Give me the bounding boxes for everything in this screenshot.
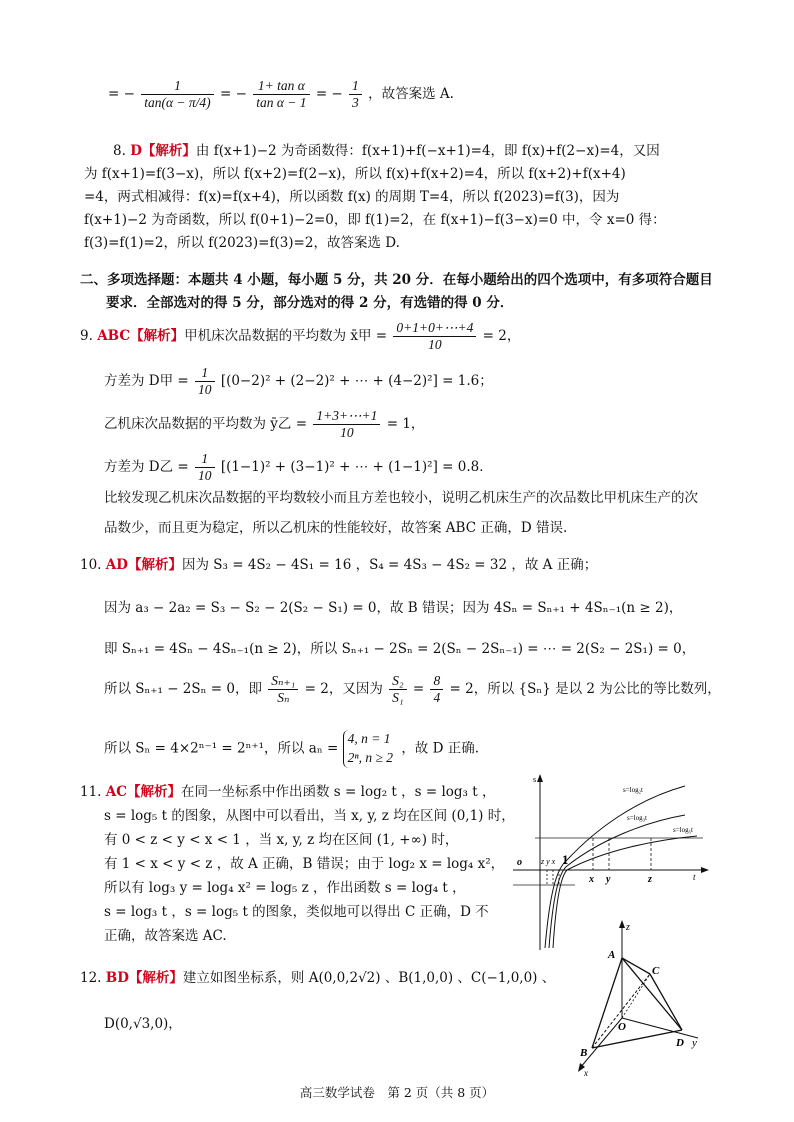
point-C-label: C <box>652 965 660 977</box>
point-A-label: A <box>608 949 616 961</box>
z-label: z <box>626 922 630 933</box>
q12-line-1: 12. BD【解析】建立如图坐标系，则 A(0,0,2√2) 、B(1,0,0) 、C(−1,0,0) 、 <box>80 970 556 986</box>
q7-tail: = − $\frac{1}{\tan(\alpha - \pi/4)}$ = − $\frac{\text{1+ tan α}}{\text{tan α − 1}}$ = − $\frac{1}{3}$ ，故答案选 A. <box>108 78 454 111</box>
edge-CD <box>650 974 682 1030</box>
point-D-label: D <box>676 1037 684 1049</box>
q9-answer: ABC <box>97 328 131 345</box>
curve-log3-label: s=log₃t <box>627 814 648 822</box>
x-label: x <box>589 874 594 885</box>
q7-fraction-2: $\frac{\text{1+ tan α}}{\text{tan α − 1}}$ <box>253 78 309 111</box>
edge-BC <box>592 974 650 1048</box>
q11-line-3: 有 0 < z < y < x < 1 ，当 x, y, z 均在区间 (1, +∞) 时， <box>104 832 459 848</box>
y-label: y <box>692 1037 697 1049</box>
q11-line-1: 11. AC【解析】在同一坐标系中作出函数 s = log₂ t ，s = log₃ t ， <box>80 784 496 800</box>
q11-line-7: 正确，故答案选 AC. <box>104 928 227 944</box>
q10-line-4: 所以 Sₙ₊₁ − 2Sₙ = 0，即 $\frac{\text{Sₙ₊₁}}{\text{Sₙ}}$ = 2，又因为 $\frac{\text{S₂}}{\text{S₁}}$ = $\frac{8}{4}$ = 2，所以 {Sₙ} 是以 2 为公比的等比数列， <box>104 673 721 706</box>
q9-line-5: 比较发现乙机床次品数据的平均数较小而且方差也较小，说明乙机床生产的次品数比甲机床生产的次 <box>104 490 698 506</box>
y-label: y <box>606 874 611 885</box>
q11-line-5: 所以有 log₃ y = log₄ x² = log₅ z ，作出函数 s = log₄ t ， <box>104 880 466 896</box>
tetrahedron-diagram <box>570 918 710 1080</box>
q9-line-1: 9. ABC【解析】甲机床次品数据的平均数为 x̄甲 = $\frac{0+1+0+\cdots+4}{10}$ = 2， <box>80 320 521 353</box>
q7-fraction-3: $\frac{1}{3}$ <box>349 78 362 111</box>
q9-line-4: 方差为 D乙 = $\frac{1}{10}$ [(1−1)² + (3−1)² + ⋯ + (1−1)²] = 0.8． <box>104 451 493 484</box>
point-O-label: O <box>618 1021 626 1033</box>
q10-line-3: 即 Sₙ₊₁ = 4Sₙ − 4Sₙ₋₁(n ≥ 2)，所以 Sₙ₊₁ − 2Sₙ = 2(Sₙ − 2Sₙ₋₁) = ⋯ = 2(S₂ − 2S₁) = 0， <box>104 641 696 657</box>
t-axis-arrow <box>701 867 709 873</box>
q11-line-2: s = log₅ t 的图象，从图中可以看出，当 x, y, z 均在区间 (0,1) 时， <box>104 808 515 824</box>
q8-line-5: f(3)=f(1)=2，所以 f(2023)=f(3)=2，故答案选 D. <box>84 235 400 251</box>
q10-line-1: 10. AD【解析】因为 S₃ = 4S₂ − 4S₁ = 16 ，S₄ = 4S₃ − 4S₂ = 32 ，故 A 正确； <box>80 557 598 573</box>
q12-line-2: D(0,√3,0)， <box>104 1016 182 1032</box>
edge-AC <box>622 958 650 974</box>
q8-line-1: 8. D【解析】由 f(x+1)−2 为奇函数得：f(x+1)+f(−x+1)=4，即 f(x)+f(2−x)=4，又因 <box>113 143 660 159</box>
q12-answer: BD <box>105 970 129 986</box>
q11-answer: AC <box>105 784 128 800</box>
q10-line-5: 所以 Sₙ = 4×2ⁿ⁻¹ = 2ⁿ⁺¹，所以 aₙ = 4, n = 1 2ⁿ, n ≥ 2 ，故 D 正确. <box>104 730 479 768</box>
one-label: 1 <box>562 852 569 867</box>
q7-fraction-1: $\frac{1}{\tan(\alpha - \pi/4)}$ <box>141 78 213 111</box>
q10-line-2: 因为 a₃ − 2a₂ = S₃ − S₂ − 2(S₂ − S₁) = 0，故 B 错误；因为 4Sₙ = Sₙ₊₁ + 4Sₙ₋₁(n ≥ 2)， <box>104 600 683 616</box>
q9-line-2: 方差为 D甲 = $\frac{1}{10}$ [(0−2)² + (2−2)² + ⋯ + (4−2)²] = 1.6； <box>104 365 493 398</box>
s-axis-label: s <box>533 775 537 784</box>
q10-answer: AD <box>105 557 128 573</box>
origin-label: o <box>517 857 522 868</box>
q8-line-3: =4，两式相减得：f(x)=f(x+4)，所以函数 f(x) 的周期 T=4，所以 f(2023)=f(3)，因为 <box>84 189 620 205</box>
t-axis-label: t <box>693 872 696 882</box>
q10-piecewise: 4, n = 1 2ⁿ, n ≥ 2 <box>343 730 397 768</box>
point-B-label: B <box>580 1047 588 1059</box>
q9-line-6: 品数少，而且更为稳定，所以乙机床的性能较好，故答案 ABC 正确，D 错误. <box>104 520 568 536</box>
segment-OC <box>622 974 650 1018</box>
q11-line-6: s = log₃ t ，s = log₅ t 的图象，类似地可以得出 C 正确，D 不 <box>104 904 489 920</box>
q8-line-4: f(x+1)−2 为奇函数，所以 f(0+1)−2=0，即 f(1)=2，在 f(x+1)−f(3−x)=0 中，令 x=0 得： <box>84 212 666 228</box>
curve-log2-label: s=log₂t <box>623 786 644 794</box>
q11-line-4: 有 1 < x < y < z ，故 A 正确，B 错误；由于 log₂ x = log₄ x²， <box>104 856 505 872</box>
curve-log5-label: s=log₅t <box>673 826 694 834</box>
q9-line-3: 乙机床次品数据的平均数为 ȳ乙 = $\frac{1+3+\cdots+1}{10}$ = 1， <box>104 408 425 441</box>
q8-line-2: 为 f(x+1)=f(3−x)，所以 f(x+2)=f(2−x)，所以 f(x)+f(x+2)=4，所以 f(x+2)+f(x+4) <box>84 166 626 182</box>
small-xyz-labels: z y x <box>541 857 556 866</box>
edge-BD <box>592 1030 682 1048</box>
edge-AB <box>592 958 622 1048</box>
z-label: z <box>648 874 652 885</box>
s-axis-arrow <box>537 774 543 782</box>
q8-answer: D <box>130 143 142 159</box>
page-footer: 高三数学试卷 第 2 页（共 8 页） <box>299 1085 495 1100</box>
x-label: x <box>584 1068 588 1078</box>
z-axis-arrow <box>619 920 625 928</box>
